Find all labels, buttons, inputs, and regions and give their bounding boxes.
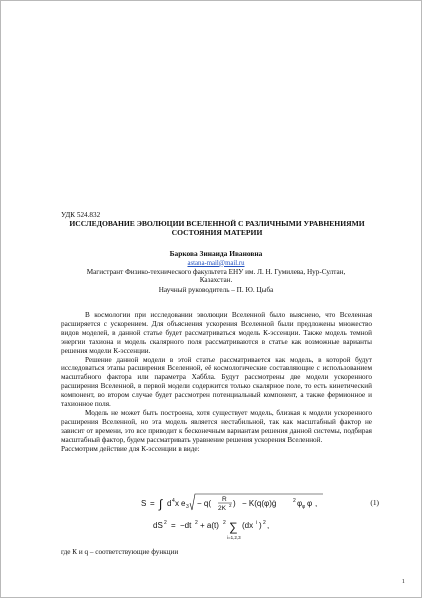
eq-plus-a-sup: 2 (223, 520, 226, 526)
eq-2K: 2K (218, 505, 226, 512)
paper-title: ИССЛЕДОВАНИЕ ЭВОЛЮЦИИ ВСЕЛЕННОЙ С РАЗЛИЧНЫМИ УРАВНЕНИЯМИ СОСТОЯНИЯ МАТЕРИИ (69, 219, 365, 237)
action-intro: Рассмотрим действие для К-эссенции в виде: (61, 444, 200, 453)
eq-equals-1: = (150, 499, 155, 508)
eq-minus-K-sup: 2 (293, 498, 296, 504)
paragraph-2: Решение данной модели в этой статье рассматривается как модель, в которой будут исследоваться этапы расширения Вселенной, её космологические составляющие с использованием масштабного фактора или параметра Хаббла. Будут рассмотрены две модели ускоренного расширения Вселенной, в первой модели содержится только скалярное поле, то есть кинетический компонент, во втором случае будет рассмотрен потенциальный компонент, а также фермионное и тахионное поля. (61, 355, 372, 409)
paper-body (61, 311, 372, 454)
eq-sum-sub: i=1,2,3 (227, 535, 241, 540)
eq-integral: ∫ (159, 497, 163, 511)
author-email-link[interactable]: astana-mail@mail.ru (187, 259, 245, 267)
eq-phi: φ (297, 499, 303, 508)
equation-block (61, 490, 391, 554)
eq-S: S (141, 499, 147, 508)
author-block (61, 250, 371, 294)
eq-R: R (222, 496, 227, 503)
eq-minus-dt: −dt (180, 521, 192, 530)
eq-dS: dS (153, 521, 163, 530)
eq-e-sub: 3 (186, 504, 189, 510)
page-number: 1 (401, 578, 405, 585)
eq-sum: ∑ (229, 520, 238, 534)
eq-dx-close-sup: 2 (263, 520, 266, 526)
eq-dx: (dx (242, 521, 254, 530)
author-affiliation-line2: Казахстан. (199, 276, 233, 285)
eq-d-sup: 4 (172, 498, 175, 504)
eq-phi-sub: φ (302, 504, 306, 510)
author-affiliation-line1: Магистрант Физико-технического факультета ЕНУ им. Л. Н. Гумилева, Нур-Султан, (86, 267, 346, 276)
eq-d: d (167, 499, 172, 508)
equation-number: (1) (370, 498, 379, 507)
eq-plus-a: + a(t) (200, 521, 219, 530)
paragraph-1: В космологии при исследовании эволюции Вселенной было выяснено, что Вселенная расширяется с ускорением. Для объяснения ускорения Вселенной были предложены множество видов моделей, в данной статье будет рассматриваться модель К-эссенции. Также модель темной энергии тахиона и модель скалярного поля рассматриваются в статье как возможные варианты решения модели К-эссенции. (61, 311, 372, 355)
eq-minus-q: − q( (197, 499, 212, 508)
eq-phi-tail: φ (307, 499, 313, 508)
eq-close-paren: ) (233, 499, 236, 508)
eq-dx-sup: i (256, 520, 258, 526)
eq-minus-dt-sup: 2 (195, 520, 198, 526)
paragraph-3: Модель не может быть построена, хотя существует модель, близкая к модели ускоренного расширения Вселенной, но эта модель является нестабильной, так как масштабный фактор не зависит от времени, это все приводит к бесконечным вариантам решения данной системы, подбирая масштабный фактор, будем рассматривать уравнение решения ускорения Вселенной. (61, 408, 372, 444)
footnote-text: где К и q – соответствующие функции (61, 548, 179, 556)
eq-equals-2: = (171, 521, 176, 530)
eq-minus-K: − K(q(φ)ġ (242, 499, 277, 508)
udk-code: УДК 524.832 (61, 211, 101, 219)
eq-comma-1: , (315, 499, 318, 508)
scientific-advisor: Научный руководитель – П. Ю. Цыба (158, 285, 274, 294)
eq-2K-sup: 2 (229, 503, 232, 508)
author-name: Баркова Зинаида Ивановна (169, 249, 263, 258)
eq-dx-close: ) (259, 521, 262, 530)
eq-comma-2: , (267, 521, 270, 530)
eq-dS-sup: 2 (164, 520, 167, 526)
eq-e: e (181, 499, 186, 508)
eq-x: x (175, 499, 179, 508)
equation-svg (61, 490, 391, 554)
